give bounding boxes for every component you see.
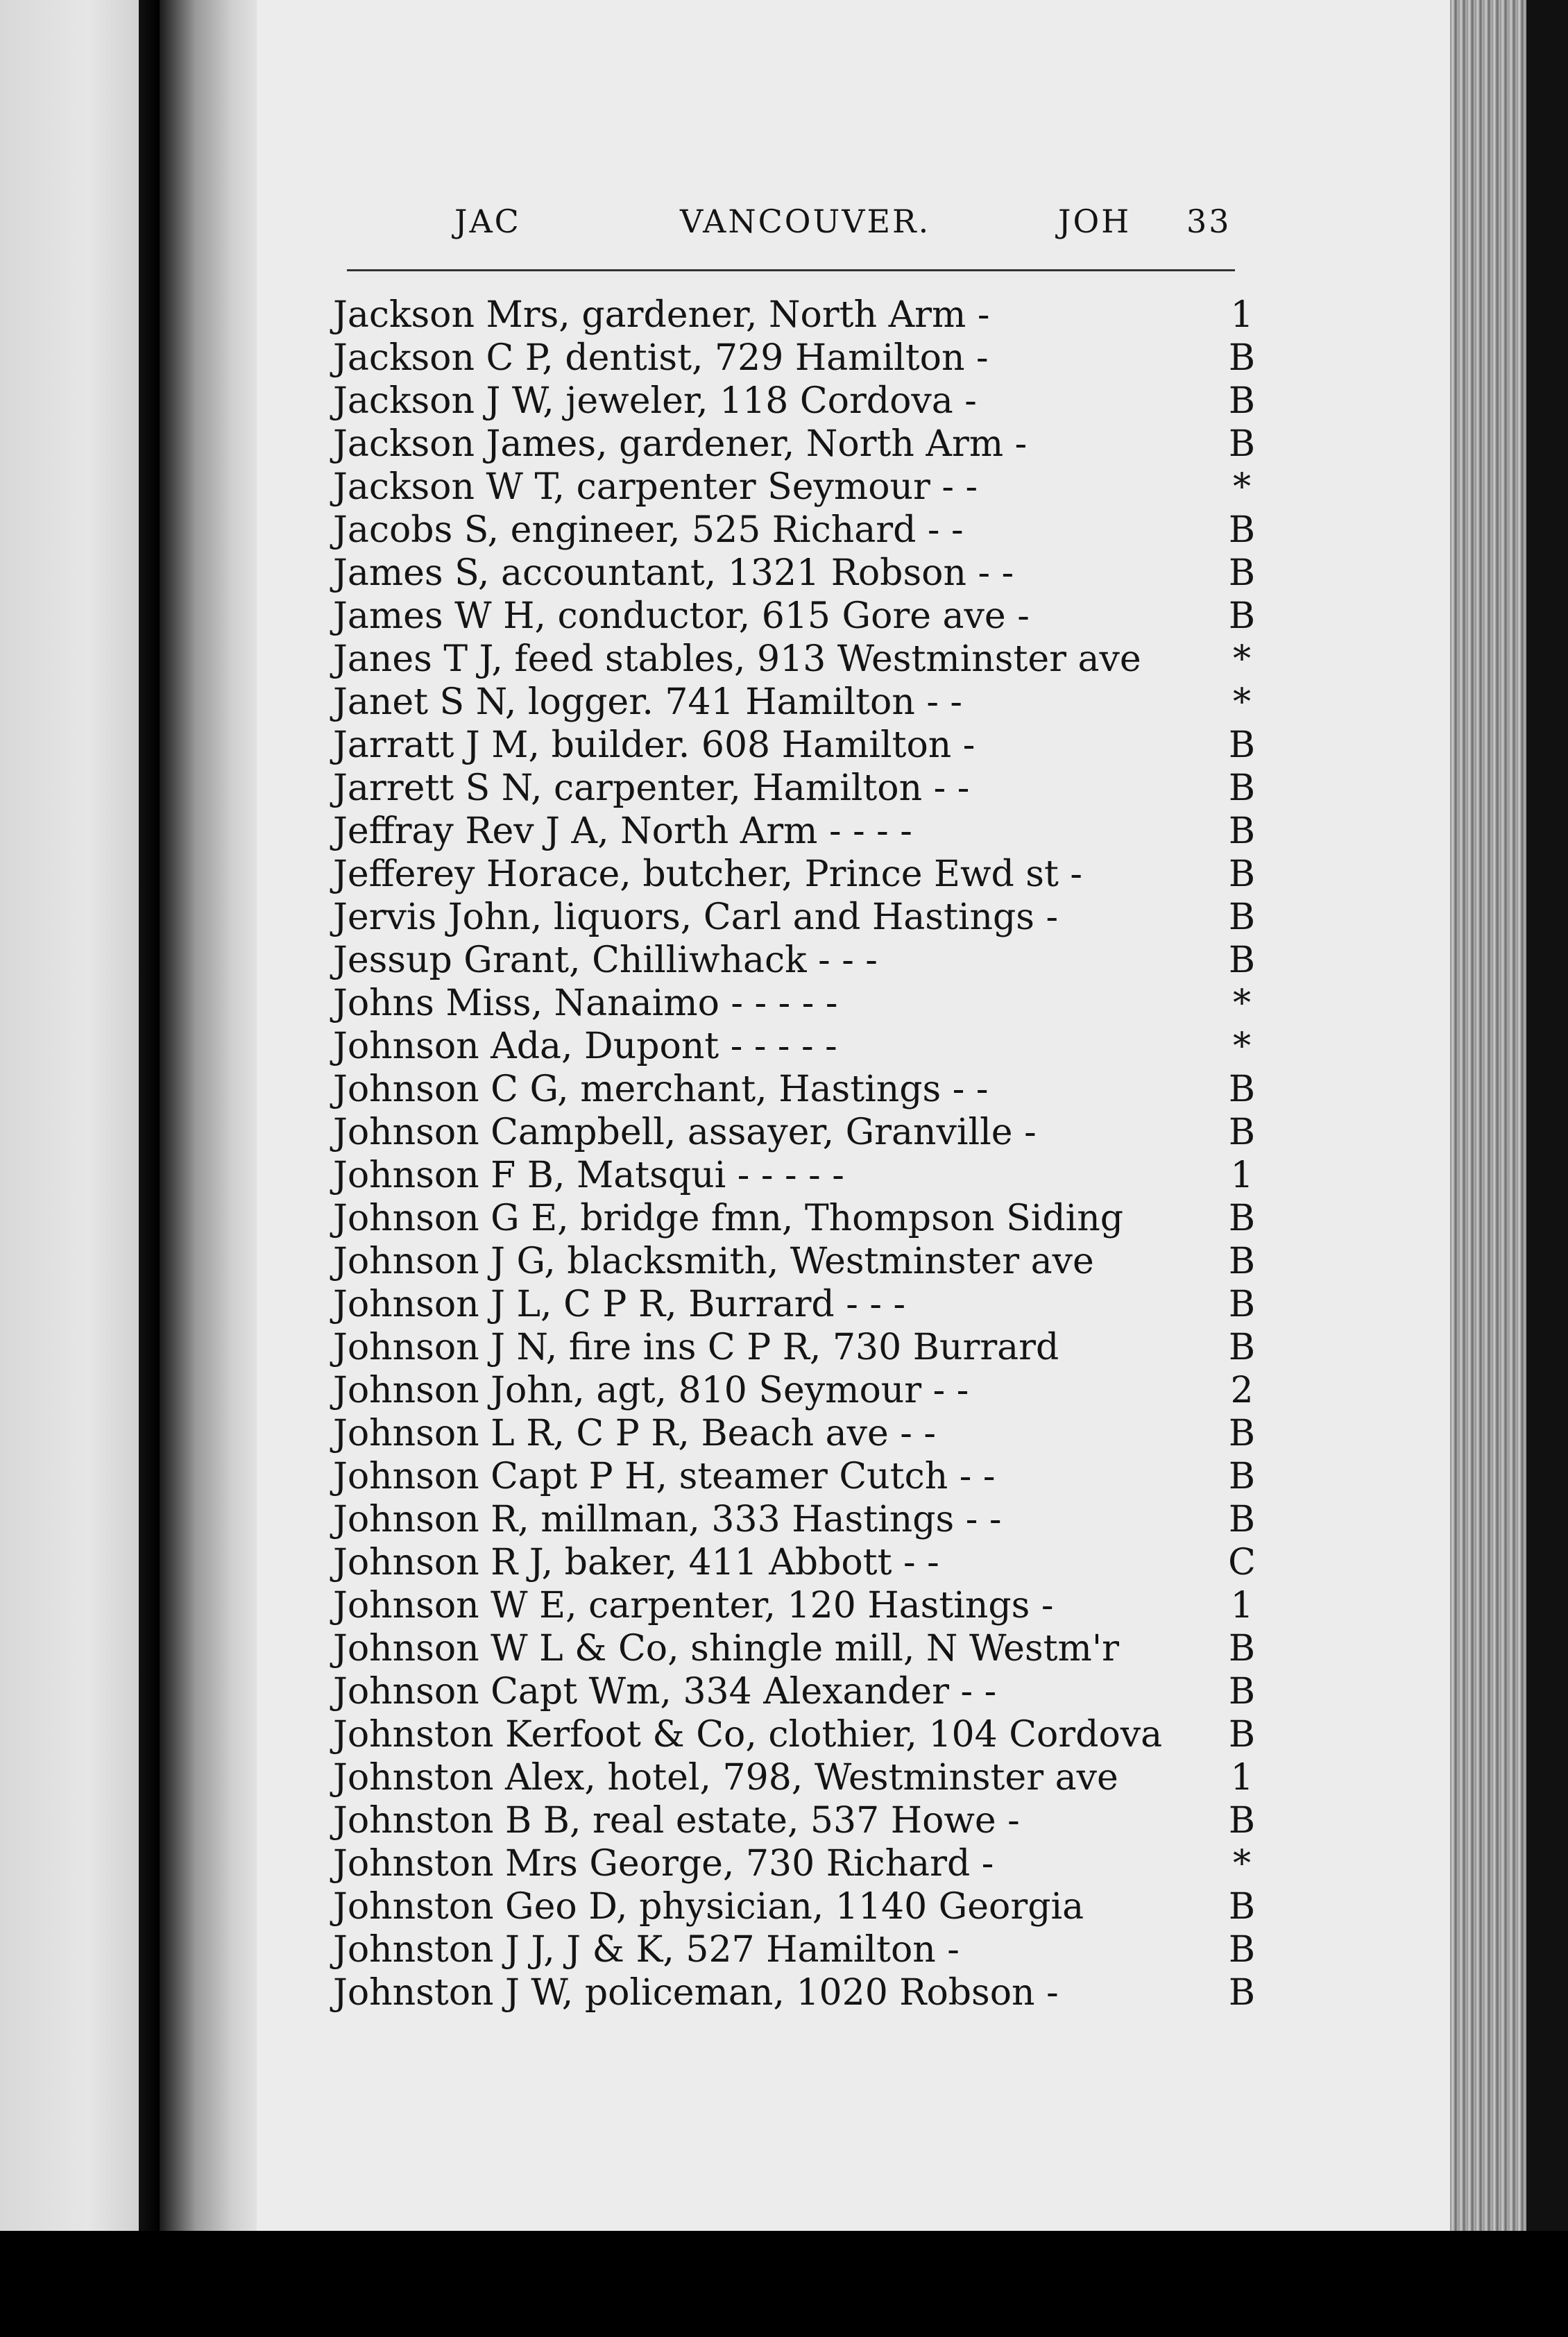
entry-code: B bbox=[1228, 810, 1256, 852]
entry-name-address: Johnson C G, merchant, Hastings - - bbox=[333, 1069, 989, 1110]
entry-name-address: Johnson R J, baker, 411 Abbott - - bbox=[333, 1542, 939, 1583]
entry-code: 1 bbox=[1230, 1757, 1254, 1799]
entry-name-address: Jackson James, gardener, North Arm - bbox=[333, 423, 1028, 465]
directory-entry bbox=[333, 681, 1263, 724]
entry-name-address: Johnson G E, bridge fmn, Thompson Siding bbox=[333, 1198, 1124, 1239]
facing-page-edge bbox=[0, 0, 146, 2337]
entry-code: B bbox=[1228, 1413, 1256, 1454]
entry-name-address: Johnson Capt P H, steamer Cutch - - bbox=[333, 1456, 996, 1497]
entry-code: B bbox=[1228, 1198, 1256, 1239]
entry-code: B bbox=[1228, 1456, 1256, 1497]
entry-name-address: Jefferey Horace, butcher, Prince Ewd st - bbox=[333, 853, 1082, 895]
directory-entry bbox=[333, 1283, 1263, 1326]
entry-name-address: Jackson C P, dentist, 729 Hamilton - bbox=[333, 337, 989, 379]
entry-code: B bbox=[1228, 1069, 1256, 1110]
entry-name-address: Johnson Capt Wm, 334 Alexander - - bbox=[333, 1671, 997, 1713]
directory-page bbox=[257, 0, 1450, 2337]
entry-code: B bbox=[1228, 1671, 1256, 1713]
directory-entry bbox=[333, 638, 1263, 681]
directory-entry bbox=[333, 1025, 1263, 1068]
directory-entry bbox=[333, 466, 1263, 509]
header-city-title: VANCOUVER. bbox=[680, 203, 931, 240]
directory-entry bbox=[333, 1971, 1263, 2014]
entry-name-address: Jackson W T, carpenter Seymour - - bbox=[333, 466, 978, 508]
entry-name-address: Johnson J L, C P R, Burrard - - - bbox=[333, 1284, 906, 1325]
entry-code: B bbox=[1228, 1499, 1256, 1540]
directory-entry bbox=[333, 1885, 1263, 1928]
entry-name-address: Johnson Ada, Dupont - - - - - bbox=[333, 1026, 837, 1067]
directory-entry bbox=[333, 896, 1263, 939]
directory-entry bbox=[333, 595, 1263, 638]
directory-entry bbox=[333, 1240, 1263, 1283]
entry-name-address: Johnston B B, real estate, 537 Howe - bbox=[333, 1800, 1020, 1842]
directory-entry bbox=[333, 1627, 1263, 1670]
entry-code: 1 bbox=[1230, 1585, 1254, 1626]
header-rule bbox=[347, 269, 1235, 271]
book-gutter bbox=[160, 0, 264, 2337]
entry-code: B bbox=[1228, 595, 1256, 637]
entry-code: B bbox=[1228, 423, 1256, 465]
entry-name-address: Janes T J, feed stables, 913 Westminster ave bbox=[333, 638, 1141, 680]
entry-code: B bbox=[1228, 1714, 1256, 1756]
entry-code: B bbox=[1228, 1241, 1256, 1282]
directory-entry bbox=[333, 1713, 1263, 1756]
entry-name-address: Johns Miss, Nanaimo - - - - - bbox=[333, 983, 838, 1024]
directory-entry bbox=[333, 1584, 1263, 1627]
entry-name-address: Johnston J J, J & K, 527 Hamilton - bbox=[333, 1929, 960, 1971]
directory-entry bbox=[333, 1068, 1263, 1111]
directory-entry bbox=[333, 982, 1263, 1025]
directory-entry bbox=[333, 380, 1263, 423]
entry-code: * bbox=[1233, 983, 1251, 1024]
entry-name-address: Johnston Kerfoot & Co, clothier, 104 Cordova bbox=[333, 1714, 1163, 1756]
entry-name-address: James W H, conductor, 615 Gore ave - bbox=[333, 595, 1030, 637]
entry-name-address: Janet S N, logger. 741 Hamilton - - bbox=[333, 681, 963, 723]
entry-code: B bbox=[1228, 1628, 1256, 1669]
scan-bottom-margin bbox=[0, 2231, 1568, 2337]
directory-entry bbox=[333, 1369, 1263, 1412]
entry-name-address: Jacobs S, engineer, 525 Richard - - bbox=[333, 509, 964, 551]
directory-entry bbox=[333, 1498, 1263, 1541]
directory-entry bbox=[333, 1154, 1263, 1197]
entry-code: B bbox=[1228, 767, 1256, 809]
entry-name-address: Johnson R, millman, 333 Hastings - - bbox=[333, 1499, 1002, 1540]
entry-name-address: Johnson Campbell, assayer, Granville - bbox=[333, 1112, 1037, 1153]
entry-code: B bbox=[1228, 1972, 1256, 2014]
entry-name-address: Johnson F B, Matsqui - - - - - bbox=[333, 1155, 844, 1196]
directory-entry bbox=[333, 939, 1263, 982]
entry-name-address: Jessup Grant, Chilliwhack - - - bbox=[333, 940, 878, 981]
entry-code: * bbox=[1233, 1843, 1251, 1885]
directory-entry bbox=[333, 294, 1263, 337]
entry-name-address: Johnson J N, fire ins C P R, 730 Burrard bbox=[333, 1327, 1059, 1368]
directory-entry bbox=[333, 1842, 1263, 1885]
entry-code: * bbox=[1233, 638, 1251, 680]
entry-name-address: Johnson W E, carpenter, 120 Hastings - bbox=[333, 1585, 1054, 1626]
directory-entry bbox=[333, 1412, 1263, 1455]
directory-entry bbox=[333, 1799, 1263, 1842]
directory-entry bbox=[333, 1670, 1263, 1713]
directory-entry bbox=[333, 767, 1263, 810]
entry-name-address: Johnson L R, C P R, Beach ave - - bbox=[333, 1413, 936, 1454]
directory-entry bbox=[333, 337, 1263, 380]
entry-code: B bbox=[1228, 724, 1256, 766]
entry-code: B bbox=[1228, 853, 1256, 895]
entry-code: B bbox=[1228, 940, 1256, 981]
entry-code: B bbox=[1228, 1284, 1256, 1325]
entry-name-address: Jeffray Rev J A, North Arm - - - - bbox=[333, 810, 912, 852]
entry-name-address: Johnson John, agt, 810 Seymour - - bbox=[333, 1370, 969, 1411]
entry-name-address: Johnston Mrs George, 730 Richard - bbox=[333, 1843, 994, 1885]
directory-entry bbox=[333, 1928, 1263, 1971]
directory-entry bbox=[333, 1541, 1263, 1584]
entry-code: B bbox=[1228, 1800, 1256, 1842]
entry-code: B bbox=[1228, 1112, 1256, 1153]
page-shadow bbox=[139, 0, 160, 2337]
entry-name-address: Jackson J W, jeweler, 118 Cordova - bbox=[333, 380, 977, 422]
entry-code: 1 bbox=[1230, 1155, 1254, 1196]
directory-entry bbox=[333, 853, 1263, 896]
directory-entry bbox=[333, 423, 1263, 466]
entry-code: 1 bbox=[1230, 294, 1254, 336]
page-number: 33 bbox=[1186, 203, 1232, 240]
directory-entry bbox=[333, 1111, 1263, 1154]
entry-code: C bbox=[1228, 1542, 1256, 1583]
directory-entries bbox=[333, 294, 1263, 2014]
entry-code: * bbox=[1233, 681, 1251, 723]
entry-name-address: Johnson W L & Co, shingle mill, N Westm'r bbox=[333, 1628, 1119, 1669]
directory-entry bbox=[333, 724, 1263, 767]
directory-entry bbox=[333, 509, 1263, 552]
entry-code: B bbox=[1228, 1886, 1256, 1928]
page-stack-edges bbox=[1450, 0, 1568, 2241]
header-left-guide-word: JAC bbox=[454, 203, 521, 240]
entry-name-address: Jarrett S N, carpenter, Hamilton - - bbox=[333, 767, 970, 809]
entry-name-address: Johnston J W, policeman, 1020 Robson - bbox=[333, 1972, 1059, 2014]
directory-entry bbox=[333, 1455, 1263, 1498]
entry-code: B bbox=[1228, 896, 1256, 938]
entry-name-address: Jarratt J M, builder. 608 Hamilton - bbox=[333, 724, 975, 766]
running-header bbox=[257, 203, 1450, 244]
entry-name-address: James S, accountant, 1321 Robson - - bbox=[333, 552, 1014, 594]
entry-code: B bbox=[1228, 1327, 1256, 1368]
entry-code: B bbox=[1228, 380, 1256, 422]
entry-name-address: Jervis John, liquors, Carl and Hastings - bbox=[333, 896, 1059, 938]
entry-code: B bbox=[1228, 1929, 1256, 1971]
entry-code: * bbox=[1233, 466, 1251, 508]
entry-name-address: Johnson J G, blacksmith, Westminster ave bbox=[333, 1241, 1094, 1282]
entry-code: B bbox=[1228, 552, 1256, 594]
header-right-guide-word: JOH bbox=[1058, 203, 1132, 240]
directory-entry bbox=[333, 1756, 1263, 1799]
entry-name-address: Johnston Geo D, physician, 1140 Georgia bbox=[333, 1886, 1084, 1928]
entry-name-address: Jackson Mrs, gardener, North Arm - bbox=[333, 294, 990, 336]
directory-entry bbox=[333, 810, 1263, 853]
directory-entry bbox=[333, 1326, 1263, 1369]
entry-code: 2 bbox=[1230, 1370, 1254, 1411]
entry-code: * bbox=[1233, 1026, 1251, 1067]
directory-entry bbox=[333, 552, 1263, 595]
directory-entry bbox=[333, 1197, 1263, 1240]
entry-name-address: Johnston Alex, hotel, 798, Westminster ave bbox=[333, 1757, 1118, 1799]
entry-code: B bbox=[1228, 509, 1256, 551]
entry-code: B bbox=[1228, 337, 1256, 379]
